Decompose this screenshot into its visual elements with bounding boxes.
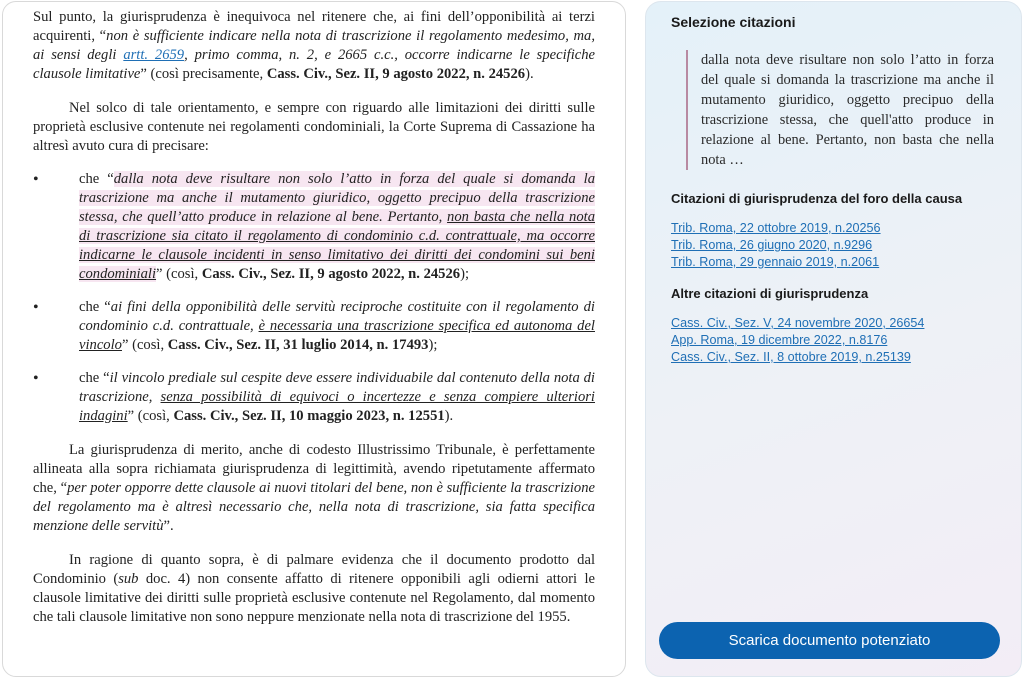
bullet-icon: • — [33, 370, 39, 387]
quote-text: non è sufficiente indicare nella nota di trascrizione il regolamento medesimo, ma, ai sensi degli — [33, 28, 596, 63]
text: che “ — [79, 171, 114, 187]
quote-text: , primo comma, n. 2, e 2665 c.c., occorre indicarne le specifiche clausole limitative — [33, 47, 596, 82]
text: ” (così, — [156, 266, 202, 282]
quote: il vincolo prediale sul cespite deve essere individuabile dal contenuto della nota di trascrizione, — [79, 370, 595, 405]
citation-link[interactable]: Trib. Roma, 26 giugno 2020, n.9296 — [671, 238, 873, 252]
selected-quote: dalla nota deve risultare non solo l’atto in forza del quale si domanda la trascrizione ma anche il mutamento giuridico, oggetto precipuo della trascrizione stessa, che quell'atto produce in relazione al bene. Pertanto, non basta che nella nota … — [686, 50, 994, 170]
text: doc. 4) non consente affatto di ritenere opponibili agli odierni attori le clausole limitative dei diritti sulle proprietà esclusive contenute nel Regolamento, dal momento che tali clausole limitative non sono neppure menzionate nella nota di trascrizione del 1955. — [33, 571, 595, 625]
text: ” (così precisamente, — [140, 66, 267, 82]
panel-title: Selezione citazioni — [671, 14, 796, 30]
list-item — [33, 298, 595, 355]
document-panel — [2, 1, 626, 677]
text: ); — [428, 337, 438, 353]
download-button[interactable]: Scarica documento potenziato — [659, 622, 1000, 659]
text: Sul punto, la giurisprudenza è inequivoca nel ritenere che, ai fini dell’opponibilità ai terzi acquirenti, “ — [33, 9, 595, 44]
text: La giurisprudenza di merito, anche di codesto Illustrissimo Tribunale, è perfettamente allineata alla sopra richiamata giurisprudenza di legittimità, avendo ripetutamente affermato che, “ — [33, 442, 595, 496]
citation-link[interactable]: Cass. Civ., Sez. V, 24 novembre 2020, 26654 — [671, 316, 925, 330]
paragraph-4 — [33, 551, 595, 627]
bullet-icon: • — [33, 171, 39, 188]
citation: Cass. Civ., Sez. II, 31 luglio 2014, n. 17493 — [167, 337, 429, 353]
text: ); — [460, 266, 469, 282]
quote: ai fini della opponibilità delle servitù reciproche costituite con il regolamento di condominio c.d. contrattuale, — [79, 299, 595, 334]
section-title-foro: Citazioni di giurisprudenza del foro della causa — [671, 191, 963, 206]
text: ”. — [163, 518, 174, 534]
citations-panel — [645, 1, 1022, 677]
text: che “ — [79, 299, 111, 315]
citation-link[interactable]: Cass. Civ., Sez. II, 8 ottobre 2019, n.25139 — [671, 350, 911, 364]
text: ). — [525, 66, 534, 82]
quote-underlined: senza possibilità di equivoci o incertezze e senza compiere ulteriori indagini — [79, 389, 595, 424]
bullet-list — [33, 170, 595, 426]
list-item — [33, 369, 595, 426]
citation: Cass. Civ., Sez. II, 10 maggio 2023, n. 12551 — [173, 408, 445, 424]
citation-list-foro — [671, 220, 881, 271]
citation: Cass. Civ., Sez. II, 9 agosto 2022, n. 24526 — [201, 266, 461, 282]
text: ” (così, — [127, 408, 174, 424]
citation-link[interactable]: App. Roma, 19 dicembre 2022, n.8176 — [671, 333, 888, 347]
text: che “ — [79, 370, 110, 386]
article-link[interactable]: artt. 2659 — [123, 47, 185, 63]
bullet-icon: • — [33, 299, 39, 316]
quote-underlined: è necessaria una trascrizione specifica ed autonoma del vincolo — [79, 318, 595, 353]
highlighted-quote[interactable]: dalla nota deve risultare non solo l’atto in forza del quale si domanda la trascrizione ma anche il mutamento giuridico, oggetto precipuo della trascrizione stessa, che quell’atto produce in relazione al bene. Pertanto, — [79, 171, 595, 225]
citation-link[interactable]: Trib. Roma, 22 ottobre 2019, n.20256 — [671, 221, 881, 235]
highlighted-quote-underlined[interactable]: non basta che nella nota di trascrizione sia citato il regolamento di condominio c.d. contrattuale, ma occorre indicarne le clausole incidenti in senso limitativo dei diritti dei condomini sui beni condominiali — [79, 209, 595, 282]
text: In ragione di quanto sopra, è di palmare evidenza che il documento prodotto dal Condominio ( — [33, 552, 595, 587]
paragraph-2: Nel solco di tale orientamento, e sempre con riguardo alle limitazioni dei diritti sulle proprietà esclusive contenute nei regolamenti condominiali, la Corte Suprema di Cassazione ha altresì avuto cura di precisare: — [33, 100, 595, 154]
text: ). — [444, 408, 454, 424]
list-item — [33, 170, 595, 284]
paragraph-3 — [33, 441, 595, 536]
text: ” (così, — [121, 337, 168, 353]
citation: Cass. Civ., Sez. II, 9 agosto 2022, n. 24526 — [266, 66, 526, 82]
text: sub — [118, 571, 139, 587]
citation-list-altre — [671, 315, 924, 366]
citation-link[interactable]: Trib. Roma, 29 gennaio 2019, n.2061 — [671, 255, 880, 269]
paragraph-1 — [33, 8, 595, 84]
section-title-altre: Altre citazioni di giurisprudenza — [671, 286, 869, 301]
quote: per poter opporre dette clausole ai nuovi titolari del bene, non è sufficiente la trascrizione del regolamento ma è altresì necessario che, nella nota di trascrizione, sia fatta specifica menzione delle servitù — [33, 480, 595, 534]
